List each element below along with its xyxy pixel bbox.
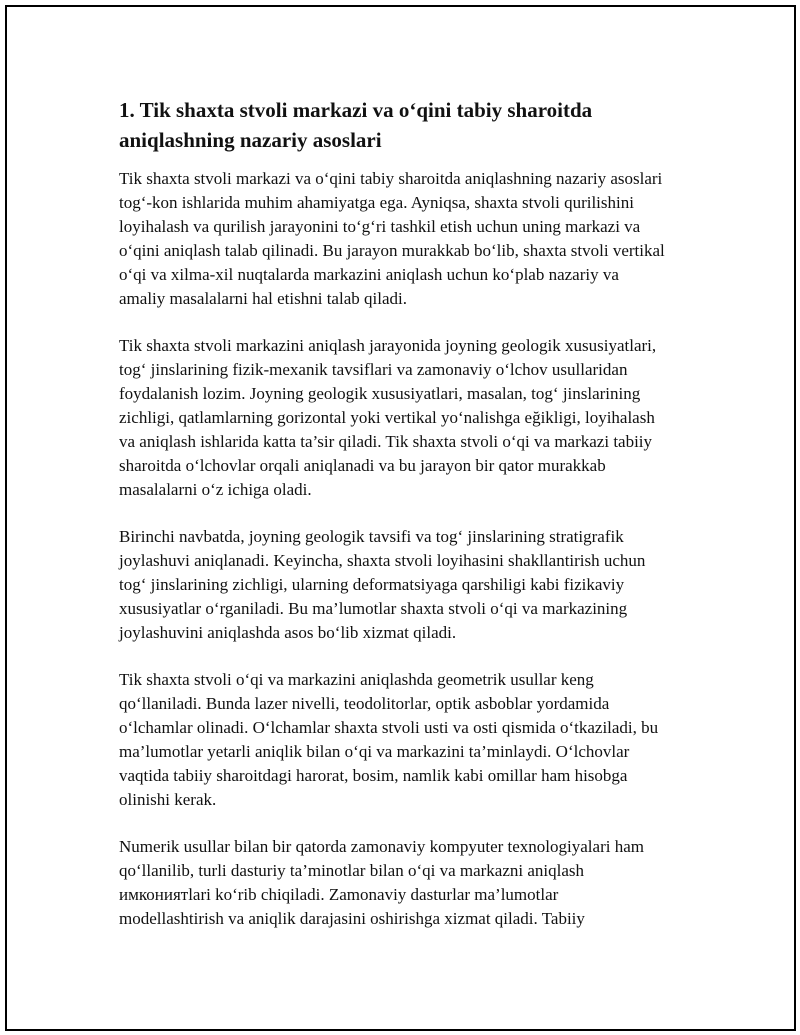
- paragraph-1: Tik shaxta stvoli markazi va o‘qini tabiy sharoitda aniqlashning nazariy asoslari tog‘-kon ishlarida muhim ahamiyatga ega. Ayniqsa, shaxta stvoli qurilishini loyihalash va qurilish jarayonini to‘g‘ri tashkil etish uchun uning markazi va o‘qini aniqlash talab qilinadi. Bu jarayon murakkab bo‘lib, shaxta stvoli vertikal o‘qi va xilma-xil nuqtalarda markazini aniqlash uchun ko‘plab nazariy va amaliy masalalarni hal etishni talab qiladi.: [119, 169, 665, 308]
- document-body: [119, 95, 667, 954]
- section-heading: 1. Tik shaxta stvoli markazi va o‘qini tabiy sharoitda aniqlashning nazariy asoslari: [119, 98, 593, 152]
- paragraph-2: Tik shaxta stvoli markazini aniqlash jarayonida joyning geologik xususiyatlari, tog‘ jinslarining fizik-mexanik tavsiflari va zamonaviy o‘lchov usullaridan foydalanish lozim. Joyning geologik xususiyatlari, masalan, tog‘ jinslarining zichligi, qatlamlarning gorizontal yoki vertikal yo‘nalishga eğikligi, loyihalash va aniqlash ishlarida katta ta’sir qiladi. Tik shaxta stvoli o‘qi va markazi tabiiy sharoitda o‘lchovlar orqali aniqlanadi va bu jarayon bir qator murakkab masalalarni o‘z ichiga oladi.: [119, 336, 657, 499]
- document-page: [5, 5, 796, 1031]
- paragraph-3: Birinchi navbatda, joyning geologik tavsifi va tog‘ jinslarining stratigrafik joylashuvi aniqlanadi. Keyincha, shaxta stvoli loyihasini shakllantirish uchun tog‘ jinslarining zichligi, ularning deformatsiyaga qarshiligi kabi fizikaviy xususiyatlar o‘rganiladi. Bu ma’lumotlar shaxta stvoli o‘qi va markazining joylashuvini aniqlashda asos bo‘lib xizmat qiladi.: [119, 527, 646, 642]
- paragraph-4: Tik shaxta stvoli o‘qi va markazini aniqlashda geometrik usullar keng qo‘llaniladi. Bunda lazer nivelli, teodolitorlar, optik asboblar yordamida o‘lchamlar olinadi. O‘lchamlar shaxta stvoli usti va osti qismida o‘tkaziladi, bu ma’lumotlar yetarli aniqlik bilan o‘qi va markazini ta’minlaydi. O‘lchovlar vaqtida tabiiy sharoitdagi harorat, bosim, namlik kabi omillar ham hisobga olinishi kerak.: [119, 670, 659, 809]
- paragraph-5: Numerik usullar bilan bir qatorda zamonaviy kompyuter texnologiyalari ham qo‘llanilib, turli dasturiy ta’minotlar bilan o‘qi va markazni aniqlash имкониятlari ko‘rib chiqiladi. Zamonaviy dasturlar ma’lumotlar modellashtirish va aniqlik darajasini oshirishga xizmat qiladi. Tabiiy: [119, 837, 644, 928]
